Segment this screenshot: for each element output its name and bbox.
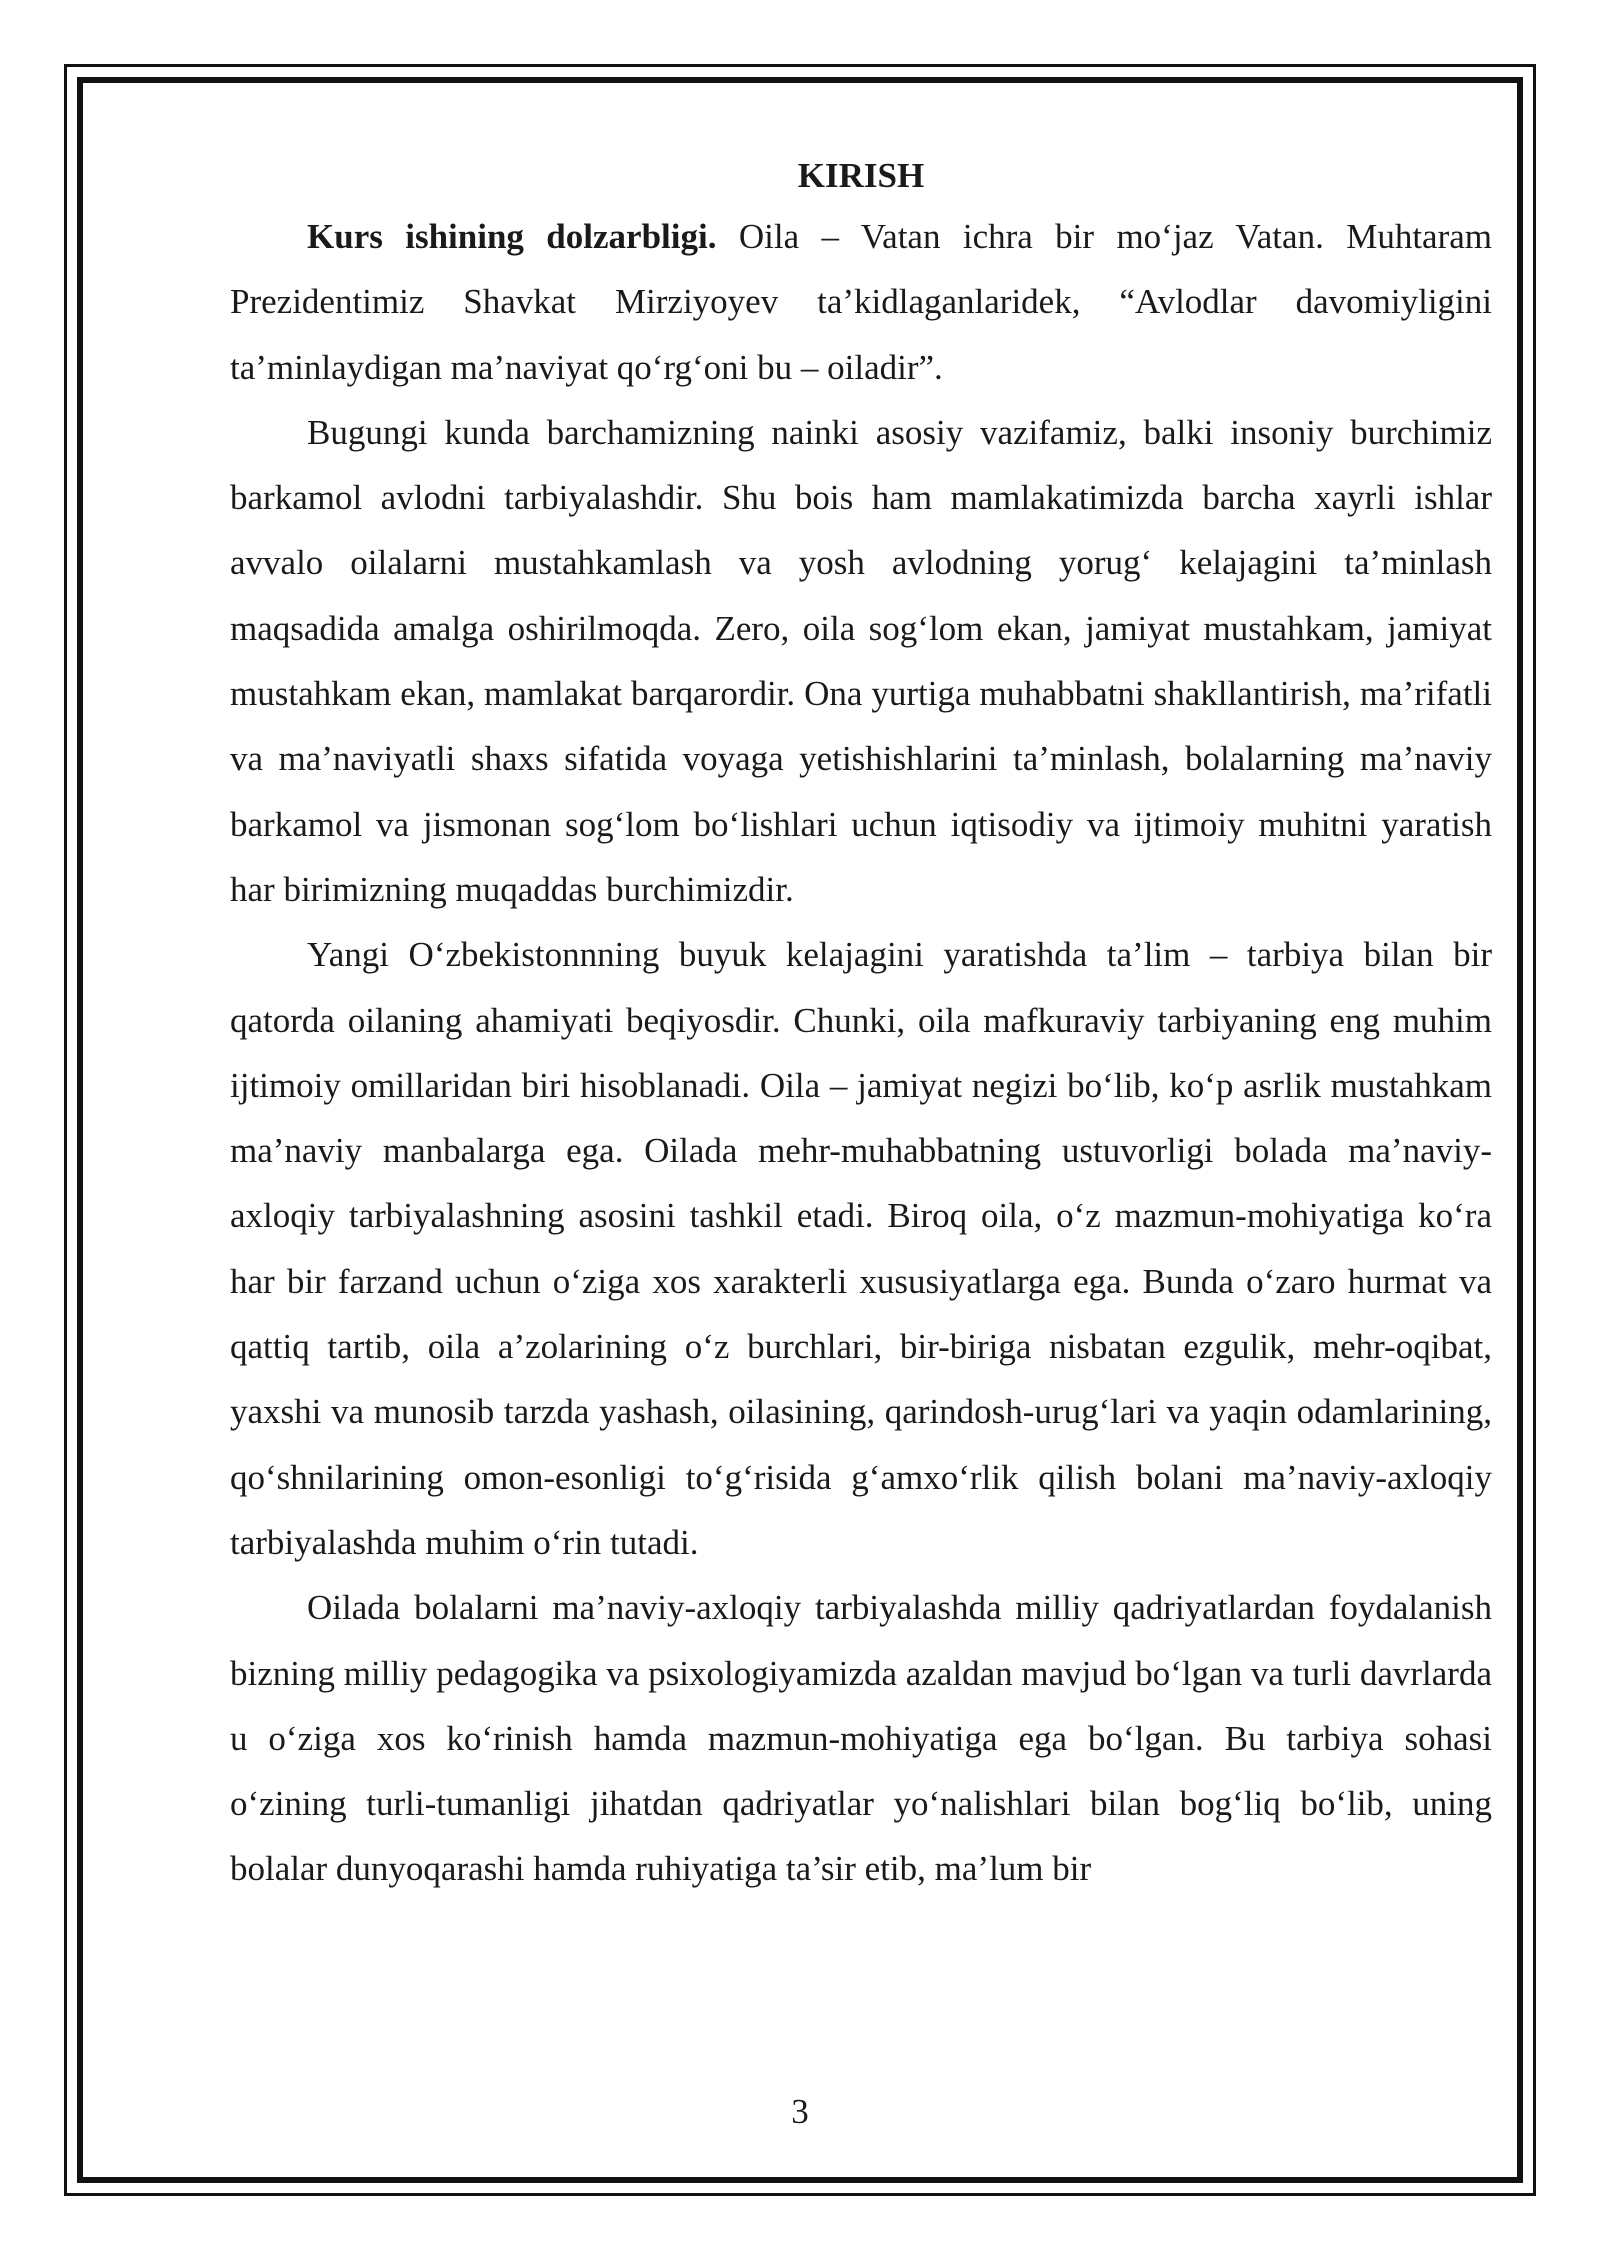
paragraph-3	[230, 922, 1492, 1575]
section-heading: KIRISH	[797, 156, 925, 195]
page-number: 3	[791, 2092, 809, 2131]
paragraph-2-text: Bugungi kunda barchamizning nainki asosiy vazifamiz, balki insoniy burchimiz barkamol avlodni tarbiyalashdir. Shu bois ham mamlakatimizda barcha xayrli ishlar avvalo oilalarni mustahkamlash va yosh avlodning yorug‘ kelajagini ta’minlash maqsadida amalga oshirilmoqda. Zero, oila sog‘lom ekan, jamiyat mustahkam, jamiyat mustahkam ekan, mamlakat barqarordir. Ona yurtiga muhabbatni shakllantirish, ma’rifatli va ma’naviyatli shaxs sifatida voyaga yetishishlarini ta’minlash, bolalarning ma’naviy barkamol va jismonan sog‘lom bo‘lishlari uchun iqtisodiy va ijtimoiy muhitni yaratish har birimizning muqaddas burchimizdir.	[230, 412, 1492, 909]
page-content	[230, 148, 1492, 1902]
paragraph-1-lead: Kurs ishining dolzarbligi.	[307, 217, 717, 256]
paragraph-4-text: Oilada bolalarni ma’naviy-axloqiy tarbiyalashda milliy qadriyatlardan foydalanish bizning milliy pedagogika va psixologiyamizda azaldan mavjud bo‘lgan va turli davrlarda u o‘ziga xos ko‘rinish hamda mazmun-mohiyatiga ega bo‘lgan. Bu tarbiya sohasi o‘zining turli-tumanligi jihatdan qadriyatlar yo‘nalishlari bilan bog‘liq bo‘lib, uning bolalar dunyoqarashi hamda ruhiyatiga ta’sir etib, ma’lum bir	[230, 1588, 1492, 1889]
paragraph-3-text: Yangi O‘zbekistonnning buyuk kelajagini yaratishda ta’lim – tarbiya bilan bir qatorda oilaning ahamiyati beqiyosdir. Chunki, oila mafkuraviy tarbiyaning eng muhim ijtimoiy omillaridan biri hisoblanadi. Oila – jamiyat negizi bo‘lib, ko‘p asrlik mustahkam ma’naviy manbalarga ega. Oilada mehr-muhabbatning ustuvorligi bolada ma’naviy-axloqiy tarbiyalashning asosini tashkil etadi. Biroq oila, o‘z mazmun-mohiyatiga ko‘ra har bir farzand uchun o‘ziga xos xarakterli xususiyatlarga ega. Bunda o‘zaro hurmat va qattiq tartib, oila a’zolarining o‘z burchlari, bir-biriga nisbatan ezgulik, mehr-oqibat, yaxshi va munosib tarzda yashash, oilasining, qarindosh-urug‘lari va yaqin odamlarining, qo‘shnilarining omon-esonligi to‘g‘risida g‘amxo‘rlik qilish bolani ma’naviy-axloqiy tarbiyalashda muhim o‘rin tutadi.	[230, 935, 1492, 1562]
paragraph-1	[230, 204, 1492, 400]
paragraph-4	[230, 1575, 1492, 1901]
paragraph-2	[230, 400, 1492, 922]
paragraph-1-text: Oila – Vatan ichra bir mo‘jaz Vatan. Muhtaram Prezidentimiz Shavkat Mirziyoyev ta’kidlaganlaridek, “Avlodlar davomiyligini ta’minlaydigan ma’naviyat qo‘rg‘oni bu – oiladir”.	[230, 217, 1492, 387]
